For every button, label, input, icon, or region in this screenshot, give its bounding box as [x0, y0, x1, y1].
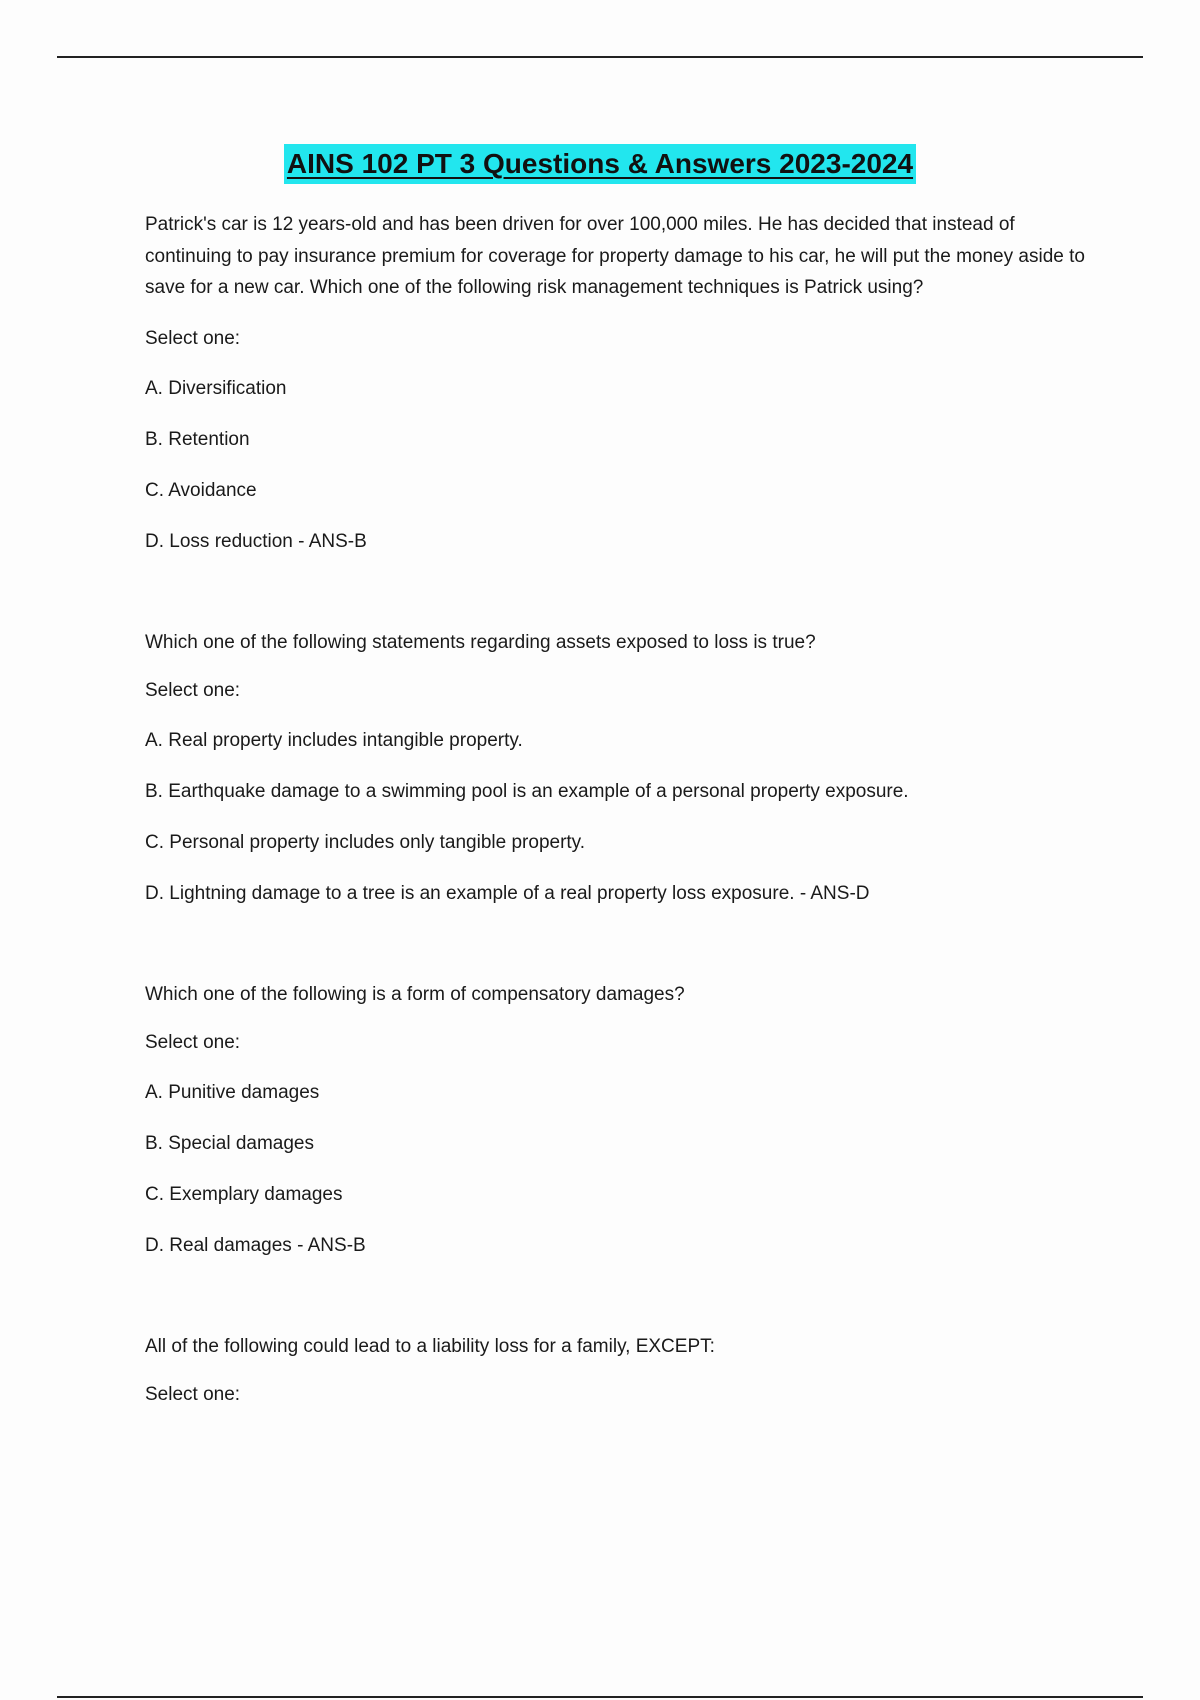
answer-option: A. Punitive damages — [145, 1081, 320, 1103]
question-text: Which one of the following statements regarding assets exposed to loss is true? — [145, 631, 816, 653]
answer-option: A. Real property includes intangible property. — [145, 729, 523, 751]
document-body — [145, 209, 1105, 1408]
answer-option: D. Real damages - ANS-B — [145, 1234, 366, 1256]
answer-option: A. Diversification — [145, 377, 287, 399]
question-block — [145, 982, 1105, 1259]
question-block — [145, 630, 1105, 907]
question-block — [145, 1334, 1105, 1408]
answer-option: B. Earthquake damage to a swimming pool is an example of a personal property exposure. — [145, 780, 909, 802]
answer-option: B. Special damages — [145, 1132, 314, 1154]
select-one-label: Select one: — [145, 679, 241, 701]
title-container — [0, 144, 1200, 184]
answer-option: C. Avoidance — [145, 479, 257, 501]
select-one-label: Select one: — [145, 1031, 241, 1053]
answer-option: C. Exemplary damages — [145, 1183, 343, 1205]
answer-option: D. Loss reduction - ANS-B — [145, 530, 367, 552]
question-block — [145, 209, 1105, 555]
select-one-label: Select one: — [145, 327, 241, 349]
question-text: All of the following could lead to a liability loss for a family, EXCEPT: — [145, 1335, 715, 1357]
document-title: AINS 102 PT 3 Questions & Answers 2023-2024 — [284, 144, 916, 184]
header-rule — [57, 56, 1143, 58]
select-one-label: Select one: — [145, 1383, 241, 1405]
answer-option: D. Lightning damage to a tree is an example of a real property loss exposure. - ANS-D — [145, 882, 870, 904]
question-text: Patrick's car is 12 years-old and has been driven for over 100,000 miles. He has decided that instead of continuing to pay insurance premium for coverage for property damage to his car, he will put the money aside to save for a new car. Which one of the following risk management techniques is Patrick using? — [145, 214, 1085, 298]
answer-option: B. Retention — [145, 428, 250, 450]
footer-rule — [57, 1696, 1143, 1698]
question-text: Which one of the following is a form of compensatory damages? — [145, 983, 685, 1005]
answer-option: C. Personal property includes only tangible property. — [145, 831, 586, 853]
